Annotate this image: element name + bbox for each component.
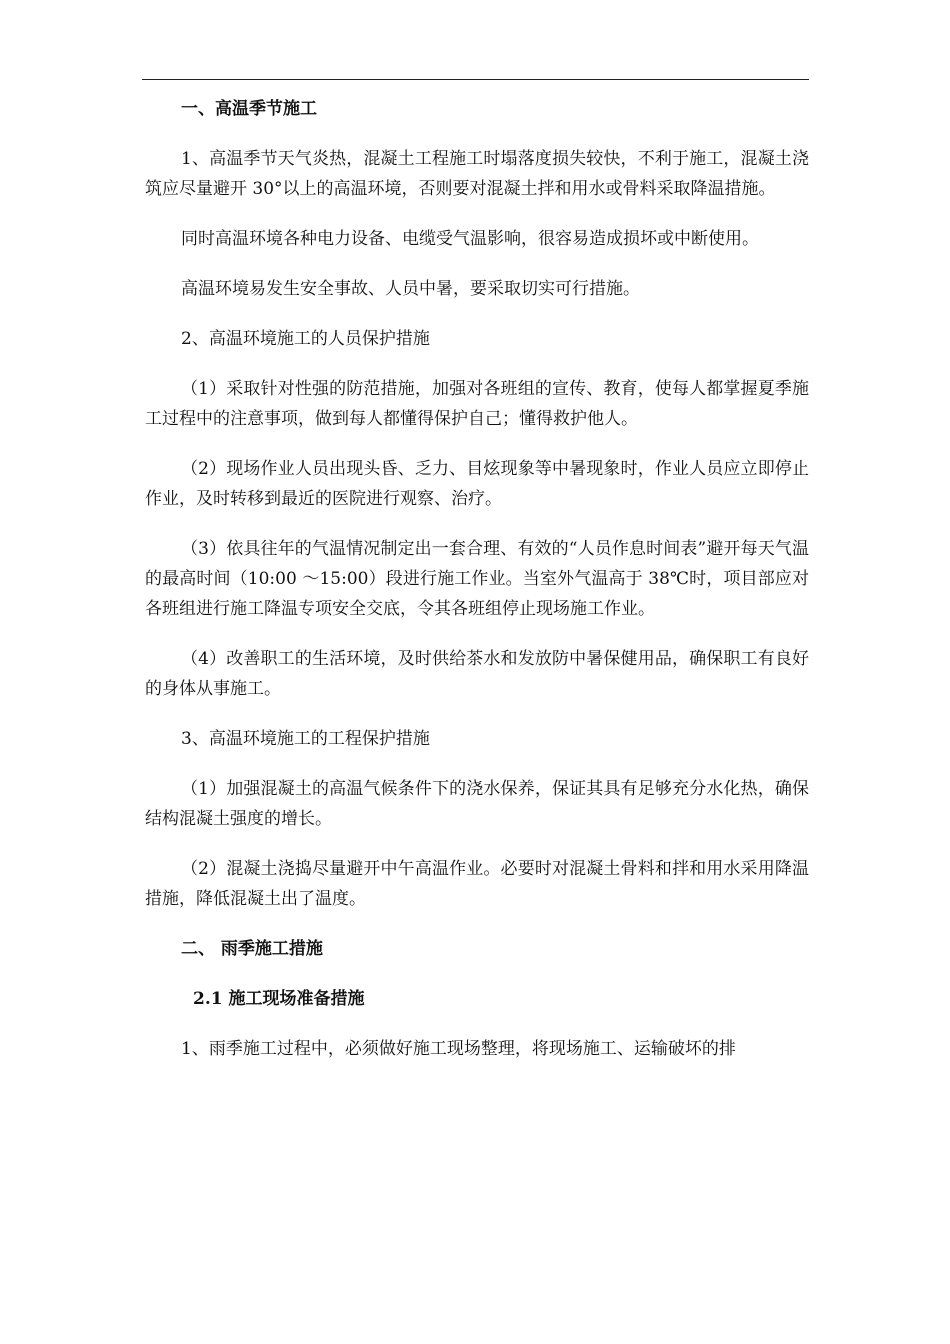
paragraph: （3）依具往年的气温情况制定出一套合理、有效的“人员作息时间表”避开每天气温的最高时间（10:00 ～15:00）段进行施工作业。当室外气温高于 38℃时，项目部应对各班组进行施工降温专项安全交底，令其各班组停止现场施工作业。 <box>145 539 809 619</box>
subsection-number: 2.1 <box>193 989 223 1009</box>
paragraph: 2、高温环境施工的人员保护措施 <box>181 329 430 349</box>
subsection-heading <box>145 984 809 1014</box>
paragraph: （1）加强混凝土的高温气候条件下的浇水保养，保证其具有足够充分水化热，确保结构混凝土强度的增长。 <box>145 779 809 829</box>
paragraph: 同时高温环境各种电力设备、电缆受气温影响，很容易造成损坏或中断使用。 <box>181 229 759 249</box>
paragraph: （4）改善职工的生活环境，及时供给茶水和发放防中暑保健用品，确保职工有良好的身体从事施工。 <box>145 649 809 699</box>
subsection-title: 施工现场准备措施 <box>228 989 365 1009</box>
section-heading-high-temp: 一、高温季节施工 <box>181 99 317 119</box>
document-body <box>145 94 809 1064</box>
paragraph: 3、高温环境施工的工程保护措施 <box>181 729 430 749</box>
paragraph: （1）采取针对性强的防范措施，加强对各班组的宣传、教育，使每人都掌握夏季施工过程中的注意事项，做到每人都懂得保护自己；懂得救护他人。 <box>145 379 809 429</box>
header-rule <box>142 79 809 80</box>
section-heading-rainy: 二、 雨季施工措施 <box>181 939 323 959</box>
paragraph: 高温环境易发生安全事故、人员中暑，要采取切实可行措施。 <box>181 279 640 299</box>
paragraph: （2）混凝土浇捣尽量避开中午高温作业。必要时对混凝土骨料和拌和用水采用降温措施，降低混凝土出了温度。 <box>145 859 809 909</box>
paragraph: 1、雨季施工过程中，必须做好施工现场整理，将现场施工、运输破坏的排 <box>181 1039 736 1059</box>
paragraph: 1、高温季节天气炎热，混凝土工程施工时塌落度损失较快，不利于施工，混凝土浇筑应尽量避开 30°以上的高温环境，否则要对混凝土拌和用水或骨料采取降温措施。 <box>145 149 809 199</box>
paragraph: （2）现场作业人员出现头昏、乏力、目炫现象等中暑现象时，作业人员应立即停止作业，及时转移到最近的医院进行观察、治疗。 <box>145 459 809 509</box>
